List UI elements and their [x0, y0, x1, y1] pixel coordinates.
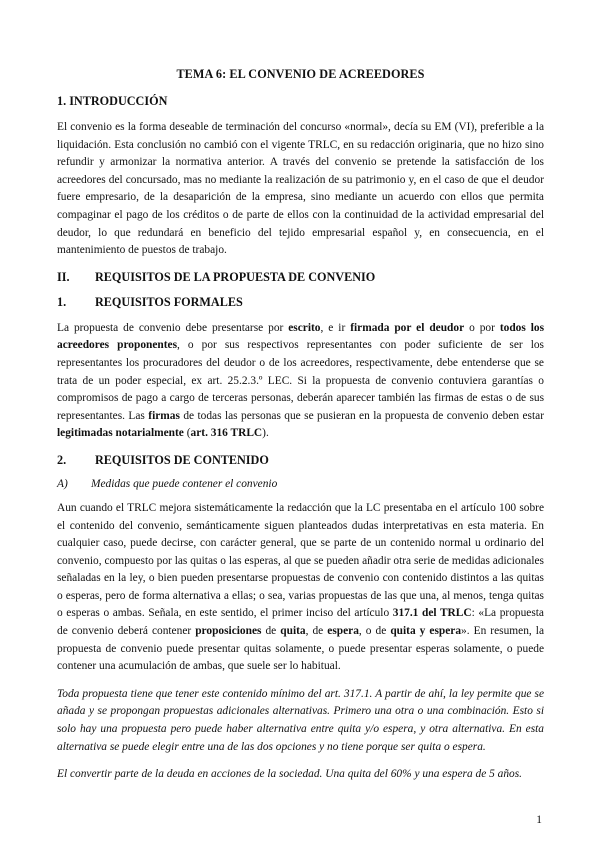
- subheading-text: Medidas que puede contener el convenio: [91, 477, 278, 490]
- formales-paragraph: La propuesta de convenio debe presentarse por escrito, e ir firmada por el deudor o por todos los acreedores proponentes, o por sus respectivos representantes con poder suficiente de ser los representantes los procuradores del deudor o de los acreedores, respectivamente, debe entenderse que se trata de un poder especial, ex art. 25.2.3.º LEC. Si la propuesta de convenio contuviera garantías o compromisos de pago a cargo de terceras personas, deberán aparecer también las firmas de estas o de sus representantes. Las firmas de todas las personas que se pusieran en la propuesta de convenio deben estar legitimadas notarialmente (art. 316 TRLC).: [57, 321, 545, 440]
- subheading-letter: A): [57, 477, 68, 490]
- subsection-number: 1.: [57, 294, 67, 309]
- italic-note-2: El convertir parte de la deuda en acciones de la sociedad. Una quita del 60% y una espera de 5 años.: [57, 768, 523, 781]
- subsection-contenido-heading: [57, 453, 544, 468]
- subsection-number: 2.: [57, 452, 67, 467]
- contenido-paragraph: Aun cuando el TRLC mejora sistemáticamente la redacción que la LC presentaba en el artículo 100 sobre el contenido del convenio, semánticamente siguen planteados dudas interpretativas en esta materia. En cualquier caso, puede decirse, con carácter general, que se parte de un contenido normal u ordinario del convenio, compuesto por las quitas o las esperas, al que se pueden añadir otra serie de medidas adicionales señaladas en la ley, o bien pueden presentarse propuestas de convenio con contenido distintos a las quitas o esperas, pero de forma alternativa a ellas; o sea, varias propuestas de las que una, al menos, tenga quitas o esperas o ambas. Señala, en este sentido, el primer inciso del artículo 317.1 del TRLC: «La propuesta de convenio deberá contener proposiciones de quita, de espera, o de quita y espera». En resumen, la propuesta de convenio puede presentar quitas solamente, o puede presentar esperas solamente, o puede contener una acumulación de ambas, que suele ser lo habitual.: [57, 501, 544, 673]
- section-number: II.: [57, 269, 70, 284]
- document-title: TEMA 6: EL CONVENIO DE ACREEDORES: [176, 67, 425, 81]
- section-requisitos-heading: [57, 270, 544, 285]
- section-introduccion-heading: 1. INTRODUCCIÓN: [57, 94, 168, 108]
- section-title: REQUISITOS DE LA PROPUESTA DE CONVENIO: [95, 269, 376, 284]
- introduccion-paragraph: El convenio es la forma deseable de terminación del concurso «normal», decía su EM (VI), preferible a la liquidación. Esta conclusión no cambió con el vigente TRLC, en su redacción originaria, que no hizo sino refundir y armonizar la normativa anterior. A través del convenio se pretende la satisfacción de los acreedores del concursado, mas no mediante la realización de su patrimonio y, en el caso de que el deudor fuere empresario, de la desaparición de la empresa, sino mediante un acuerdo con ellos que permita compaginar el pago de los créditos o de parte de ellos con la continuidad de la actividad empresarial del deudor, lo que redundará en beneficio del tejido empresarial español y, en consecuencia, en el mantenimiento de puestos de trabajo.: [57, 121, 544, 257]
- document-body: [57, 67, 544, 794]
- subsection-title: REQUISITOS DE CONTENIDO: [95, 452, 269, 467]
- subheading-medidas: [57, 478, 544, 490]
- page-number: 1: [536, 814, 542, 826]
- subsection-formales-heading: [57, 295, 544, 310]
- subsection-title: REQUISITOS FORMALES: [95, 294, 243, 309]
- italic-note-1: Toda propuesta tiene que tener este contenido mínimo del art. 317.1. A partir de ahí, la ley permite que se añada y se propongan propuestas adicionales alternativas. Primero una otra o una combinación. Esto si solo hay una propuesta pero puede haber alternativa entre quita y/o espera, y otra alternativa. En esta alternativa se puede elegir entre una de las dos opciones y no tiene porque ser quita o espera.: [57, 687, 544, 753]
